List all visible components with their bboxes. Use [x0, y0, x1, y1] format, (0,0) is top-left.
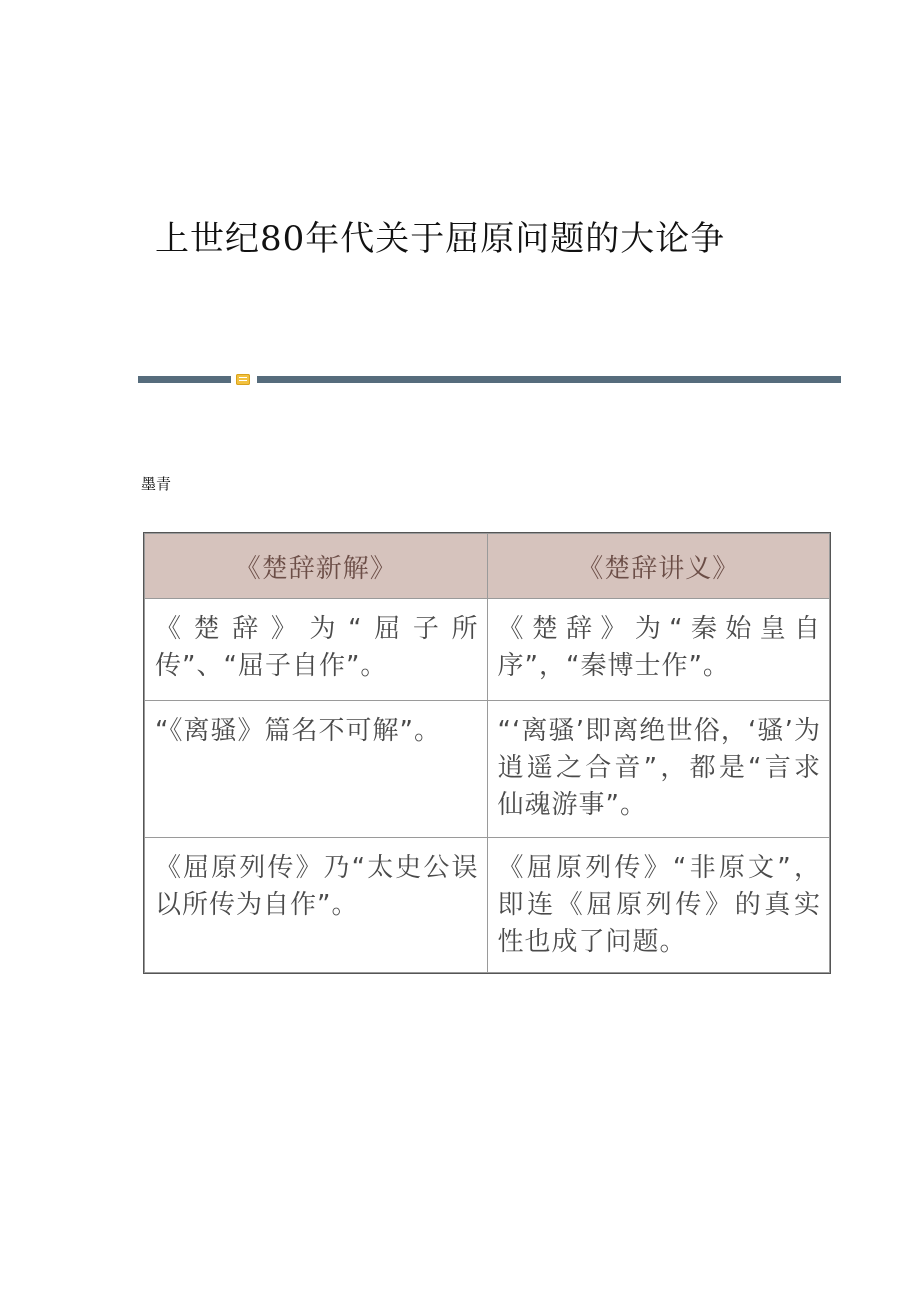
table-cell [145, 599, 488, 701]
document-title: 上世纪80年代关于屈原问题的大论争 [155, 219, 726, 259]
table-cell [487, 838, 830, 973]
comparison-table-figure [143, 532, 831, 974]
table-row [145, 838, 830, 973]
table-cell-text: “‘离骚’即离绝世俗，‘骚’为逍遥之合音”，都是“言求仙魂游事”。 [497, 716, 821, 820]
table-cell-text: “《离骚》篇名不可解”。 [155, 716, 441, 746]
table-cell-text: 《楚辞》为“屈子所传”、“屈子自作”。 [155, 614, 479, 681]
table-cell [145, 701, 488, 838]
table-row [145, 599, 830, 701]
divider-ornament-icon [236, 374, 250, 385]
table-header-row [145, 534, 830, 599]
author-name: 墨青 [141, 475, 172, 493]
table-cell [487, 701, 830, 838]
table-cell-text: 《屈原列传》乃“太史公误以所传为自作”。 [155, 853, 479, 920]
table-cell [487, 599, 830, 701]
table-header-cell: 《楚辞讲义》 [487, 534, 830, 599]
comparison-table [144, 533, 830, 973]
table-row [145, 701, 830, 838]
divider-bar-right [257, 376, 841, 383]
divider-bar-left [138, 376, 231, 383]
table-cell [145, 838, 488, 973]
title-divider [138, 374, 841, 384]
table-cell-text: 《屈原列传》“非原文”，即连《屈原列传》的真实性也成了问题。 [497, 853, 821, 957]
table-header-cell: 《楚辞新解》 [145, 534, 488, 599]
table-cell-text: 《楚辞》为“秦始皇自序”，“秦博士作”。 [497, 614, 821, 681]
